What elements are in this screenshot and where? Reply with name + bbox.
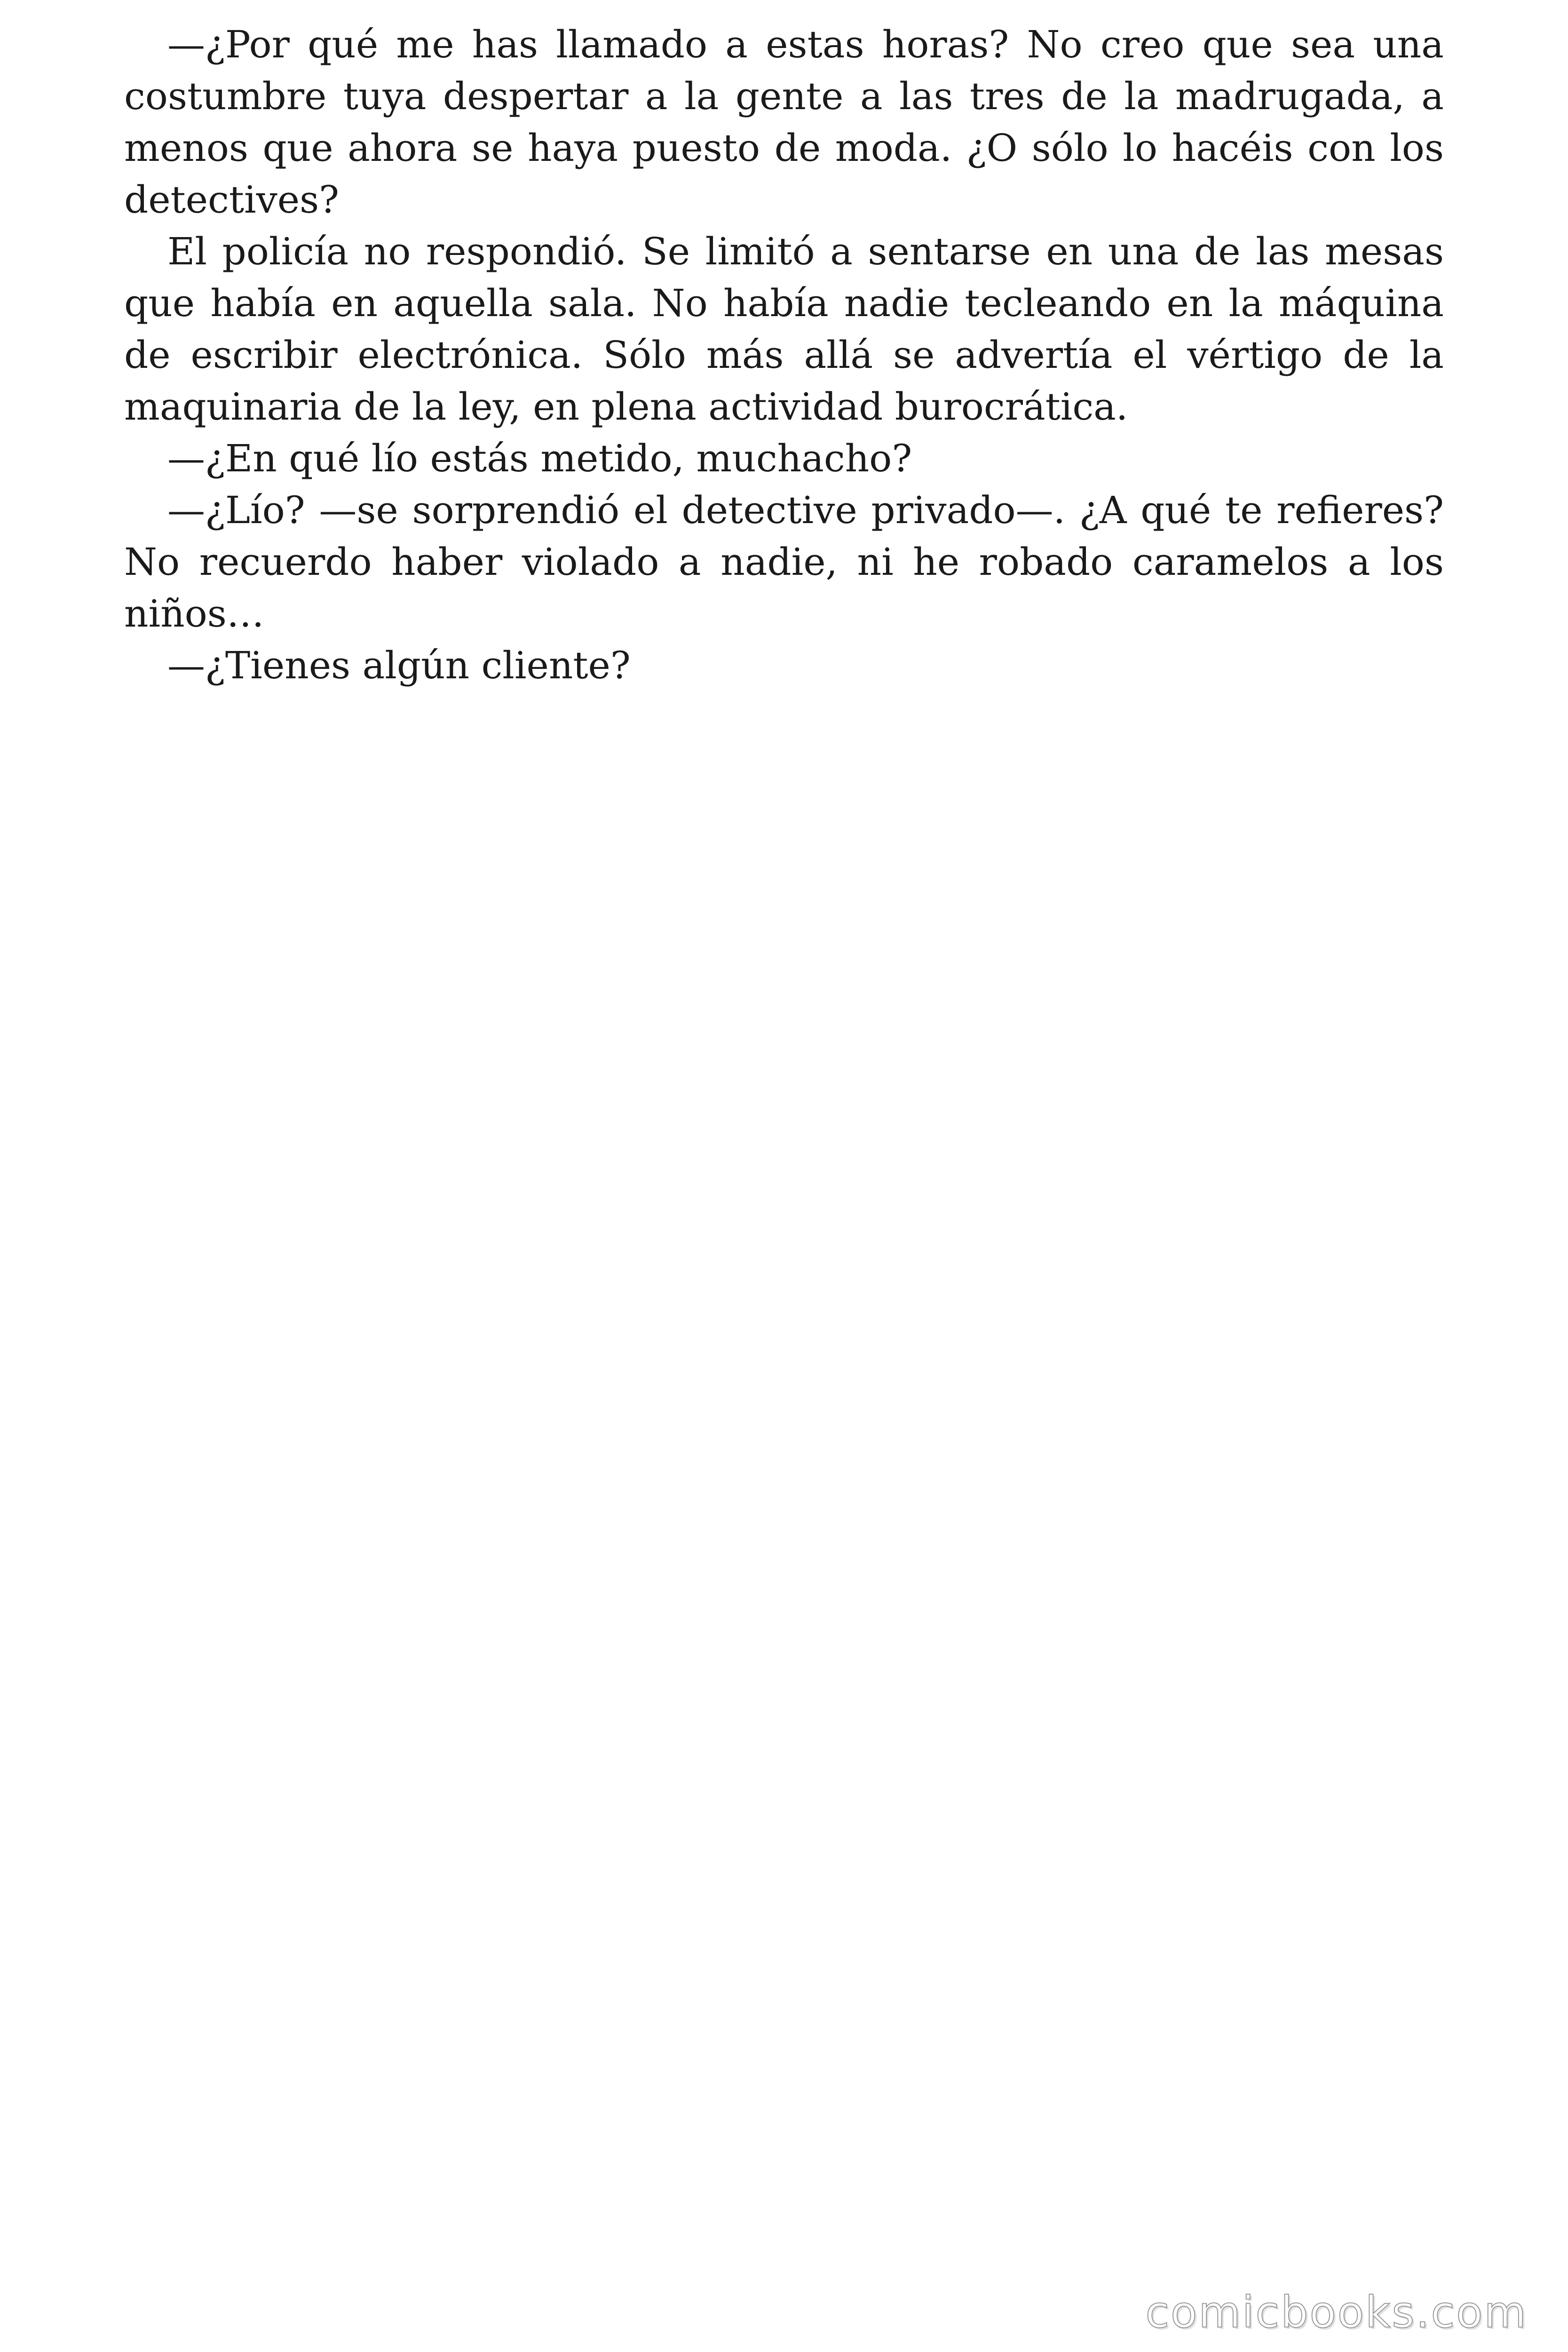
page-text [124,19,1444,691]
paragraph-5: —¿Tienes algún cliente? [167,644,631,687]
watermark: comicbooks.com [1145,2287,1528,2337]
paragraph-4: —¿Lío? —se sorprendió el detective privado—. ¿A qué te refieres? No recuerdo haber violado a nadie, ni he robado caramelos a los niños… [124,488,1444,636]
paragraph-1: —¿Por qué me has llamado a estas horas? No creo que sea una costumbre tuya despertar a la gente a las tres de la madrugada, a menos que ahora se haya puesto de moda. ¿O sólo lo hacéis con los detectives? [124,23,1444,222]
paragraph-3: —¿En qué lío estás metido, muchacho? [167,437,912,480]
paragraph-2: El policía no respondió. Se limitó a sentarse en una de las mesas que había en aquella sala. No había nadie tecleando en la máquina de escribir electrónica. Sólo más allá se advertía el vértigo de la maquinaria de la ley, en plena actividad burocrática. [124,230,1444,429]
